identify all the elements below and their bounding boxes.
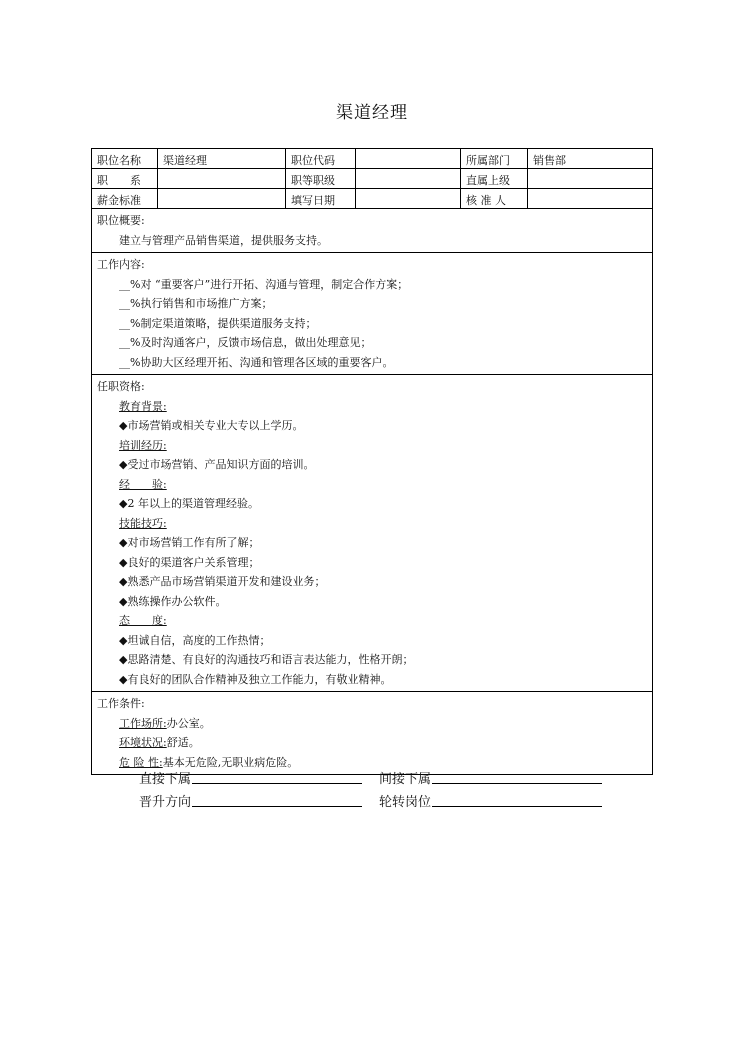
environment-value: 舒适。 bbox=[166, 736, 200, 749]
rotation-blank bbox=[432, 791, 602, 807]
value-salary bbox=[158, 189, 286, 208]
risk-value: 基本无危险,无职业病危险。 bbox=[162, 755, 299, 769]
value-grade bbox=[356, 169, 461, 188]
risk-label: 危 险 性: bbox=[119, 755, 163, 769]
experience-heading: 经 验: bbox=[119, 477, 167, 491]
label-fill-date: 填写日期 bbox=[286, 189, 356, 208]
summary-label: 职位概要: bbox=[97, 214, 145, 227]
duty-item: __%及时沟通客户，反馈市场信息，做出处理意见； bbox=[119, 336, 372, 349]
footer-fields bbox=[139, 768, 619, 814]
duties-section bbox=[92, 253, 652, 375]
skill-item: ◆熟悉产品市场营销渠道开发和建设业务； bbox=[119, 575, 326, 588]
summary-section bbox=[92, 209, 652, 253]
label-job-family: 职 系 bbox=[92, 169, 158, 188]
attitude-item: ◆坦诚自信，高度的工作热情； bbox=[119, 633, 271, 647]
qualifications-section bbox=[92, 375, 652, 692]
label-grade: 职等职级 bbox=[286, 169, 356, 188]
page-title: 渠道经理 bbox=[336, 103, 408, 123]
direct-subordinate-label: 直接下属 bbox=[139, 772, 192, 787]
header-row-2 bbox=[92, 169, 652, 189]
duty-item: __%对 “重要客户”进行开拓、沟通与管理，制定合作方案； bbox=[119, 277, 409, 291]
value-fill-date bbox=[356, 189, 461, 208]
label-department: 所属部门 bbox=[461, 149, 528, 168]
promotion-label: 晋升方向 bbox=[139, 795, 192, 810]
duty-item: __%制定渠道策略，提供渠道服务支持； bbox=[119, 316, 317, 330]
skill-item: ◆良好的渠道客户关系管理； bbox=[119, 555, 260, 569]
conditions-section bbox=[92, 692, 652, 774]
skill-item: ◆对市场营销工作有所了解； bbox=[119, 536, 260, 549]
attitude-heading: 态 度: bbox=[119, 614, 167, 627]
work-place-label: 工作场所: bbox=[119, 716, 167, 730]
label-approver: 核 准 人 bbox=[461, 189, 528, 208]
skill-item: ◆熟练操作办公软件。 bbox=[119, 594, 227, 608]
education-heading: 教育背景: bbox=[119, 399, 167, 413]
qualifications-label: 任职资格: bbox=[97, 380, 145, 393]
value-job-family bbox=[158, 169, 286, 188]
summary-text: 建立与管理产品销售渠道，提供服务支持。 bbox=[119, 233, 328, 247]
experience-item: ◆2 年以上的渠道管理经验。 bbox=[119, 497, 259, 510]
attitude-item: ◆有良好的团队合作精神及独立工作能力，有敬业精神。 bbox=[119, 672, 392, 686]
indirect-subordinate-blank bbox=[432, 768, 602, 784]
value-position-name: 渠道经理 bbox=[158, 149, 286, 168]
training-heading: 培训经历: bbox=[119, 438, 167, 452]
label-position-name: 职位名称 bbox=[92, 149, 158, 168]
value-approver bbox=[528, 189, 652, 208]
label-salary: 薪金标准 bbox=[92, 189, 158, 208]
value-position-code bbox=[356, 149, 461, 168]
direct-subordinate-blank bbox=[192, 768, 362, 784]
promotion-blank bbox=[192, 791, 362, 807]
conditions-label: 工作条件: bbox=[97, 697, 145, 710]
duty-item: __%协助大区经理开拓、沟通和管理各区域的重要客户。 bbox=[119, 355, 394, 369]
label-position-code: 职位代码 bbox=[286, 149, 356, 168]
duty-item: __%执行销售和市场推广方案； bbox=[119, 297, 273, 310]
environment-label: 环境状况: bbox=[119, 736, 167, 749]
work-place-value: 办公室。 bbox=[166, 716, 211, 730]
indirect-subordinate-label: 间接下属 bbox=[379, 772, 432, 787]
rotation-label: 轮转岗位 bbox=[379, 795, 432, 810]
job-description-form bbox=[91, 148, 653, 775]
attitude-item: ◆思路清楚、有良好的沟通技巧和语言表达能力，性格开朗； bbox=[119, 653, 414, 666]
header-row-1 bbox=[92, 149, 652, 169]
education-item: ◆市场营销或相关专业大专以上学历。 bbox=[119, 419, 304, 432]
value-department: 销售部 bbox=[533, 154, 566, 167]
label-supervisor: 直属上级 bbox=[461, 169, 528, 188]
duties-label: 工作内容: bbox=[97, 258, 145, 271]
value-supervisor bbox=[528, 169, 652, 188]
header-row-3 bbox=[92, 189, 652, 209]
skills-heading: 技能技巧: bbox=[119, 516, 167, 530]
training-item: ◆受过市场营销、产品知识方面的培训。 bbox=[119, 458, 315, 471]
